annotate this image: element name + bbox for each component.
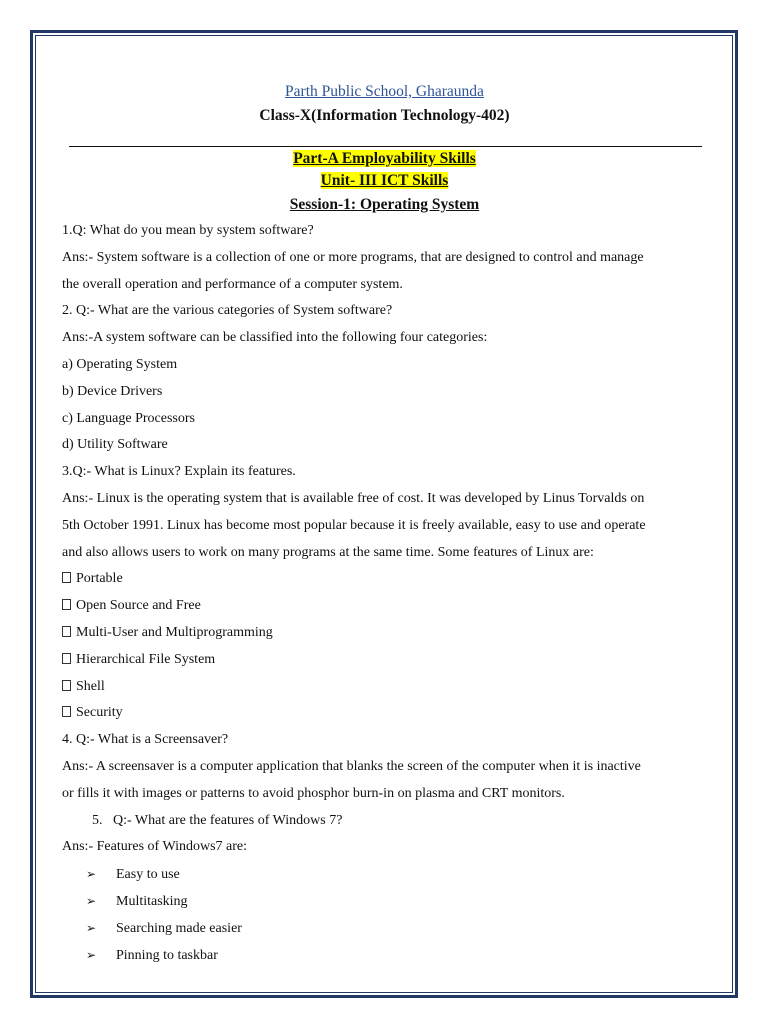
q3-feature: Multi-User and Multiprogramming (62, 620, 707, 647)
school-name: Parth Public School, Gharaunda (285, 83, 484, 100)
q5-feature: ➢ Pinning to taskbar (62, 942, 707, 969)
q5-question: 5. Q:- What are the features of Windows 7? (92, 812, 343, 828)
q3-answer-line-3: and also allows users to work on many programs at the same time. Some features of Linux are: (62, 544, 594, 560)
part-heading: Part-A Employability Skills (293, 150, 476, 167)
arrow-bullet-icon: ➢ (86, 893, 97, 908)
class-title: Class-X(Information Technology-402) (259, 107, 510, 124)
q3-feature: Security (62, 700, 707, 727)
checkbox-icon (62, 706, 71, 717)
checkbox-icon (62, 626, 71, 637)
q3-feature: Shell (62, 674, 707, 701)
arrow-bullet-icon: ➢ (86, 947, 97, 962)
unit-heading: Unit- III ICT Skills (320, 172, 449, 189)
q2-item: d) Utility Software (62, 437, 168, 453)
q3-feature: Portable (62, 566, 707, 593)
q2-item: c) Language Processors (62, 410, 195, 426)
q3-answer-line-2: 5th October 1991. Linux has become most popular because it is freely available, easy to use and operate (62, 517, 646, 533)
checkbox-icon (62, 680, 71, 691)
session-heading: Session-1: Operating System (289, 196, 480, 213)
q5-feature: ➢ Multitasking (62, 888, 707, 915)
q3-feature: Open Source and Free (62, 593, 707, 620)
q1-answer-line-1: Ans:- System software is a collection of one or more programs, that are designed to control and manage (62, 249, 644, 265)
q3-answer-line-1: Ans:- Linux is the operating system that is available free of cost. It was developed by Linus Torvalds on (62, 490, 645, 506)
q5-feature: ➢ Easy to use (62, 861, 707, 888)
q3-feature: Hierarchical File System (62, 647, 707, 674)
header-divider (69, 146, 702, 147)
q3-question: 3.Q:- What is Linux? Explain its features. (62, 464, 296, 480)
q1-question: 1.Q: What do you mean by system software? (62, 223, 314, 238)
arrow-bullet-icon: ➢ (86, 867, 97, 882)
q1-answer-line-2: the overall operation and performance of a computer system. (62, 276, 403, 292)
checkbox-icon (62, 572, 71, 583)
checkbox-icon (62, 599, 71, 610)
q2-answer: Ans:-A system software can be classified into the following four categories: (62, 330, 488, 346)
q2-question: 2. Q:- What are the various categories of System software? (62, 303, 393, 319)
q2-item: a) Operating System (62, 356, 178, 372)
q4-answer-line-1: Ans:- A screensaver is a computer application that blanks the screen of the computer when it is inactive (62, 758, 641, 774)
arrow-bullet-icon: ➢ (86, 920, 97, 935)
q5-answer: Ans:- Features of Windows7 are: (62, 839, 248, 855)
q5-feature: ➢ Searching made easier (62, 915, 707, 942)
document-body (62, 80, 707, 968)
q2-item: b) Device Drivers (62, 383, 163, 399)
q4-answer-line-2: or fills it with images or patterns to avoid phosphor burn-in on plasma and CRT monitors. (62, 785, 565, 801)
q4-question: 4. Q:- What is a Screensaver? (62, 732, 229, 748)
checkbox-icon (62, 653, 71, 664)
